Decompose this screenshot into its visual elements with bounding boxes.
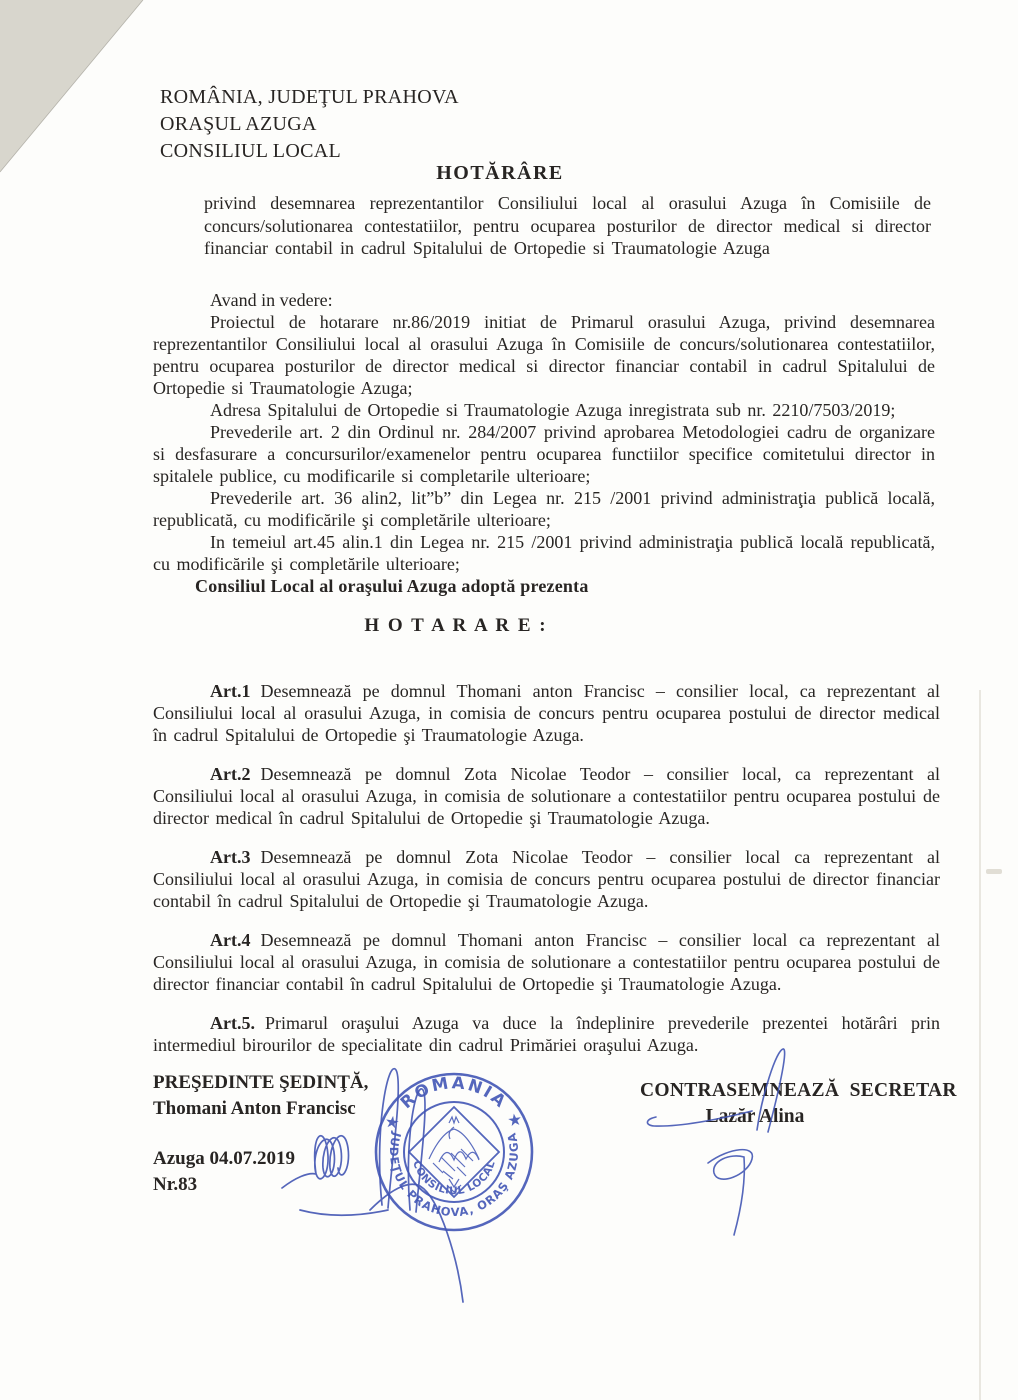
articles-section <box>153 680 940 1073</box>
adoption-clause: Consiliul Local al oraşului Azuga adoptă prezenta <box>195 576 589 596</box>
recital-2: Adresa Spitalului de Ortopedie si Traumatologie Azuga inregistrata sub nr. 2210/7503/2019; <box>210 400 896 420</box>
document-title: HOTĂRÂRE <box>436 162 564 184</box>
decision-number: Nr.83 <box>153 1174 198 1195</box>
president-role: PREŞEDINTE ŞEDINŢĂ, <box>153 1072 369 1093</box>
org-line-country: ROMÂNIA, JUDEŢUL PRAHOVA <box>160 86 459 108</box>
secretary-signature-ink <box>630 1035 800 1245</box>
stamp-country-text: ★ ROMÂNIA ★ <box>380 1073 528 1134</box>
recital-5: In temeiul art.45 alin.1 din Legea nr. 215 /2001 privind administraţia publică locală republicată, cu modificările şi completările ulterioare; <box>153 532 935 574</box>
decision-heading: H O T A R A R E : <box>364 615 548 636</box>
stamp-inner-ring-text: CONSILIUL LOCAL <box>410 1159 498 1198</box>
preamble-label: Avand in vedere: <box>210 290 333 310</box>
article-5-text: Primarul oraşului Azuga va duce la îndeplinire prevederile prezentei hotărâri prin intermediul birourilor de specialitate din cadrul Primăriei oraşului Azuga. <box>153 1013 940 1055</box>
preamble <box>153 289 935 597</box>
org-line-council: CONSILIUL LOCAL <box>160 140 341 162</box>
article-5-label: Art.5. <box>210 1013 255 1033</box>
org-line-city: ORAŞUL AZUGA <box>160 113 317 135</box>
document-subject: privind desemnarea reprezentantilor Consiliului local al orasului Azuga în Comisiile de concurs/solutionarea contestatiilor, pentru ocuparea posturilor de director medical si director financiar contabil in cadrul Spitalului de Ortopedie si Traumatologie Azuga <box>204 193 931 258</box>
secretary-name: Lazăr Alina <box>705 1106 805 1127</box>
recital-1: Proiectul de hotarare nr.86/2019 initiat de Primarul orasului Azuga, privind desemnarea reprezentantilor Consiliului local al orasului Azuga în Comisiile de concurs/solutionarea contestatiilor, pentru ocuparea posturilor de director medical si director financiar contabil in cadrul Spitalului de Ortopedie si Traumatologie Azuga; <box>153 312 935 398</box>
article-4-label: Art.4 <box>210 930 251 950</box>
issuing-authority <box>160 84 459 165</box>
secretary-role: CONTRASEMNEAZĂ SECRETAR <box>640 1080 957 1101</box>
page-edge-shadow <box>979 690 981 1400</box>
article-3 <box>153 846 940 912</box>
article-3-text: Desemnează pe domnul Zota Nicolae Teodor – consilier local ca reprezentant al Consiliului local al orasului Azuga, in comisia de concurs pentru ocuparea postului de director financiar contabil în cadrul Spitalului de Ortopedie şi Traumatologie Azuga. <box>153 847 940 911</box>
place-date: Azuga 04.07.2019 <box>153 1148 295 1169</box>
article-4-text: Desemnează pe domnul Thomani anton Francisc – consilier local ca reprezentant al Consiliului local al orasului Azuga, in comisia de solutionare a contestatiilor pentru ocuparea postului de director financiar contabil în cadrul Spitalului de Ortopedie şi Traumatologie Azuga. <box>153 930 940 994</box>
article-2-label: Art.2 <box>210 764 251 784</box>
article-1-label: Art.1 <box>210 681 251 701</box>
article-1 <box>153 680 940 746</box>
article-1-text: Desemnează pe domnul Thomani anton Francisc – consilier local, ca reprezentant al Consiliului local al orasului Azuga, in comisia de concurs pentru ocuparea postului de director medical în cadrul Spitalului de Ortopedie şi Traumatologie Azuga. <box>153 681 940 745</box>
president-signature-ink <box>270 1040 480 1310</box>
article-3-label: Art.3 <box>210 847 251 867</box>
article-4 <box>153 929 940 995</box>
recital-4: Prevederile art. 36 alin2, lit”b” din Legea nr. 215 /2001 privind administraţia publică locală, republicată, cu modificările şi completările ulterioare; <box>153 488 935 530</box>
scan-artifact <box>986 869 1002 874</box>
president-name: Thomani Anton Francisc <box>153 1098 356 1119</box>
article-2-text: Desemnează pe domnul Zota Nicolae Teodor – consilier local, ca reprezentant al Consiliului local al orasului Azuga, in comisia de solutionare a contestatiilor pentru ocuparea postului de director medical în cadrul Spitalului de Ortopedie şi Traumatologie Azuga. <box>153 764 940 828</box>
article-2 <box>153 763 940 829</box>
stamp-outer-ring-text: JUDEŢUL PRAHOVA, ORAŞ AZUGA <box>386 1130 522 1220</box>
recital-3: Prevederile art. 2 din Ordinul nr. 284/2007 privind aprobarea Metodologiei cadru de organizare si desfasurare a concursurilor/examenelor pentru ocuparea functiilor specifice comitetului director in spitalele publice, cu modificarile si completarile ulterioare; <box>153 422 935 486</box>
